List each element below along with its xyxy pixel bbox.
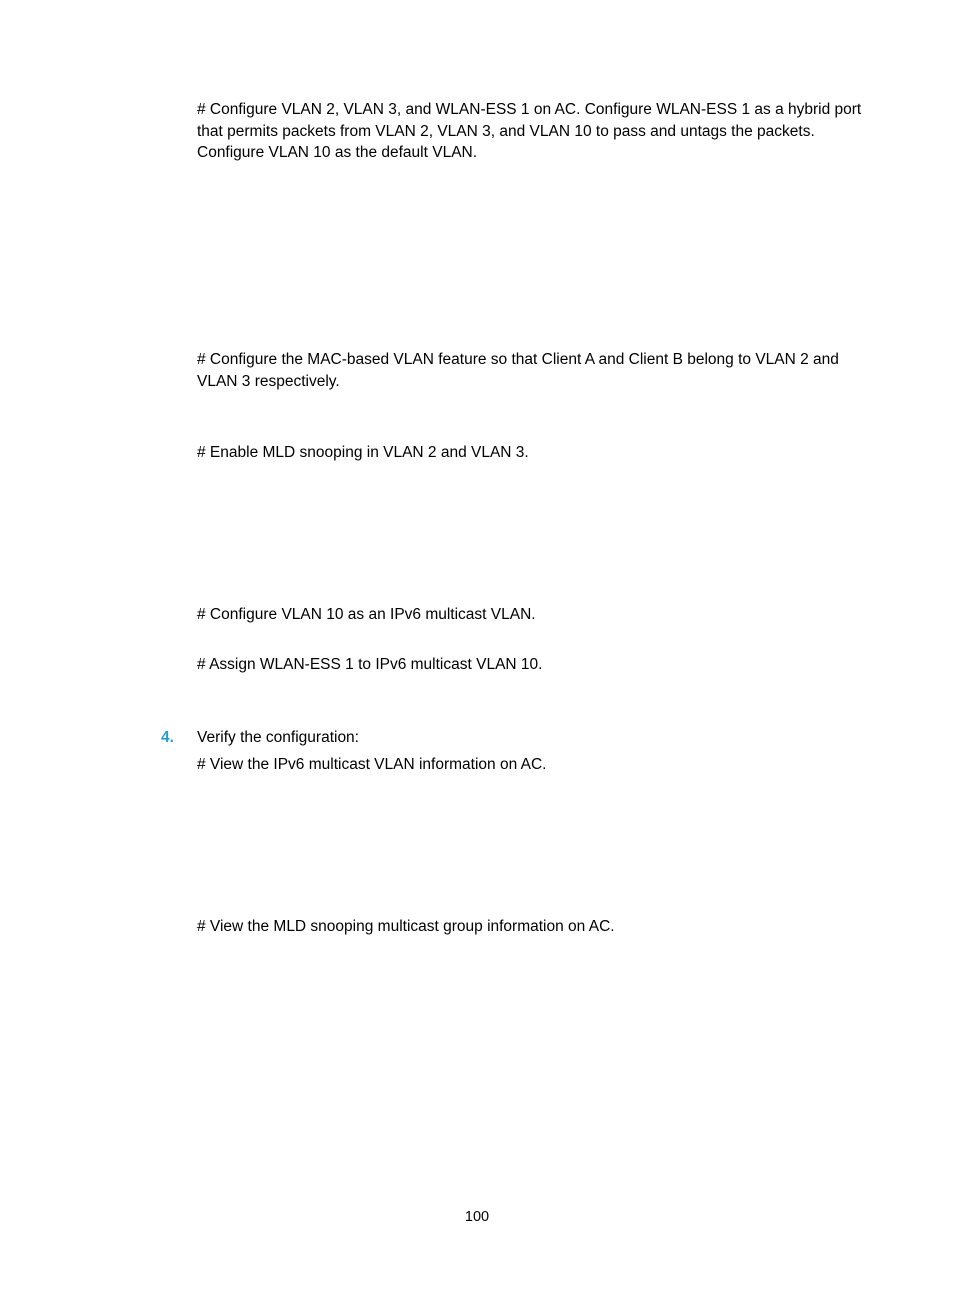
page-number: 100 bbox=[464, 1209, 490, 1225]
paragraph-assign-wlan-ess: # Assign WLAN-ESS 1 to IPv6 multicast VLAN 10. bbox=[197, 656, 543, 673]
paragraph-enable-mld-snooping: # Enable MLD snooping in VLAN 2 and VLAN 3. bbox=[197, 444, 529, 461]
step-number: 4. bbox=[161, 729, 174, 746]
paragraph-configure-multicast-vlan: # Configure VLAN 10 as an IPv6 multicast VLAN. bbox=[197, 606, 536, 623]
paragraph-view-mld-group-info: # View the MLD snooping multicast group information on AC. bbox=[197, 918, 615, 935]
paragraph-view-multicast-vlan-info: # View the IPv6 multicast VLAN information on AC. bbox=[197, 756, 547, 773]
paragraph-configure-mac-based-vlan: # Configure the MAC-based VLAN feature so that Client A and Client B belong to VLAN 2 and VLAN 3 respectively. bbox=[197, 351, 839, 390]
step-label: Verify the configuration: bbox=[197, 729, 359, 746]
paragraph-configure-vlan-wlan-ess: # Configure VLAN 2, VLAN 3, and WLAN-ESS 1 on AC. Configure WLAN-ESS 1 as a hybrid port that permits packets from VLAN 2, VLAN 3, and VLAN 10 to pass and untags the packets. Configure VLAN 10 as the default VLAN. bbox=[197, 101, 862, 161]
